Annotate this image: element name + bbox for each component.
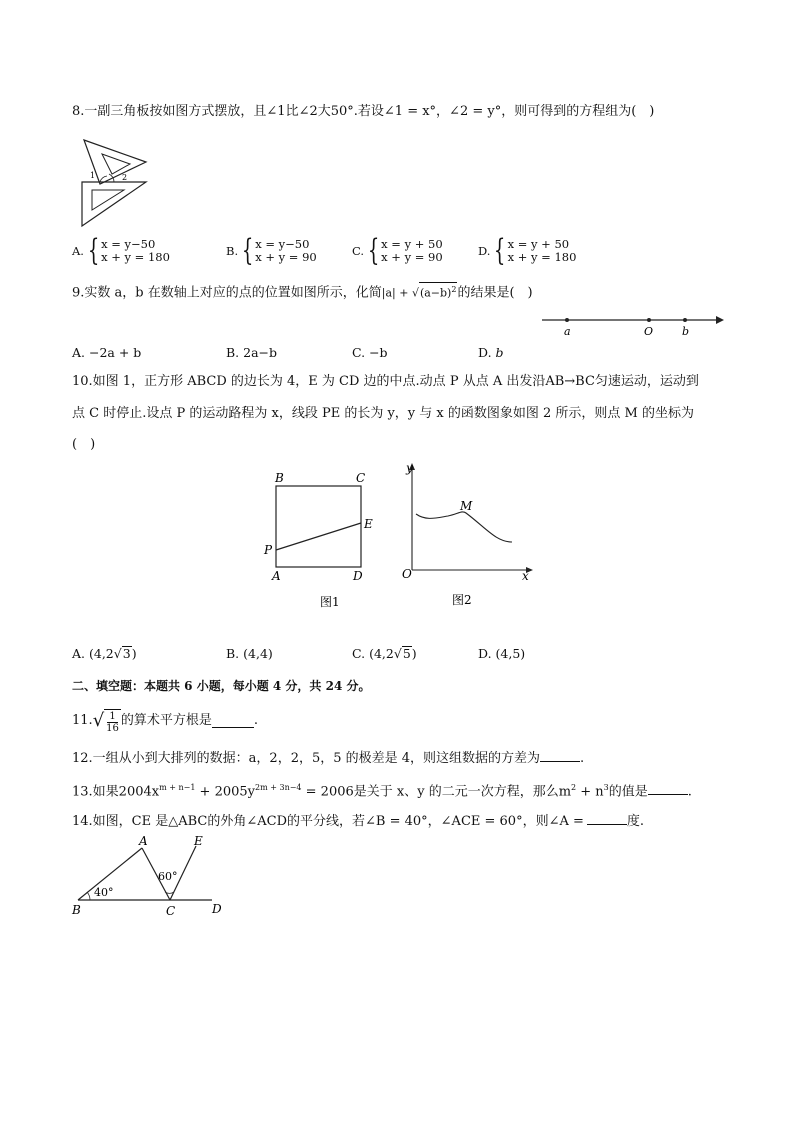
- q10-figure-1: [258, 468, 388, 616]
- sqrt-icon: √: [92, 710, 105, 731]
- vertex-d-label: D: [353, 569, 363, 583]
- vertex-a-label: A: [272, 569, 281, 583]
- answer-blank[interactable]: [540, 749, 580, 762]
- q9-sqrt-expr: [419, 282, 458, 300]
- option-text: −2a + b: [89, 345, 142, 360]
- q10-option-c[interactable]: [352, 646, 417, 661]
- option-label: D.: [478, 244, 491, 258]
- option-label: B.: [226, 244, 239, 258]
- answer-blank[interactable]: [587, 812, 627, 825]
- brace-icon: {: [367, 233, 380, 268]
- angle-c-label: 60°: [158, 870, 178, 883]
- q12: [72, 749, 584, 767]
- q8-triangle-figure: [80, 136, 152, 228]
- point-p-label: P: [264, 543, 273, 557]
- q10-line1: 10.如图 1，正方形 ABCD 的边长为 4，E 为 CD 边的中点.动点 P 从点 A 出发沿AB→BC匀速运动，运动到: [72, 374, 699, 389]
- figure-1-caption: 图1: [320, 595, 340, 609]
- system-line: x + y = 180: [507, 250, 577, 264]
- sqrt-icon: √: [113, 646, 122, 661]
- brace-icon: {: [241, 233, 254, 268]
- q8-option-a[interactable]: [72, 233, 170, 268]
- option-text: −b: [369, 345, 388, 360]
- q9-option-b[interactable]: [226, 345, 277, 360]
- q9-number-line: [540, 310, 725, 340]
- q9-abs-expr: |a| +: [381, 286, 412, 300]
- q9-stem-post: 的结果是( ): [457, 285, 533, 301]
- point-a-label: a: [564, 325, 571, 338]
- option-label: C.: [352, 345, 366, 360]
- option-label: A.: [72, 646, 86, 661]
- option-label: C.: [352, 646, 366, 661]
- q11-end: .: [253, 713, 259, 728]
- q9-option-c[interactable]: [352, 345, 388, 360]
- q10-figure-2: [396, 456, 536, 612]
- q14-figure: [66, 830, 236, 920]
- fraction-numerator: 1: [109, 710, 116, 722]
- sqrt-icon: √: [393, 646, 402, 661]
- origin-label: O: [402, 567, 412, 581]
- system-line: x + y = 180: [101, 250, 170, 264]
- system-line: x = y + 50: [507, 237, 570, 251]
- q13-post2: + n: [576, 784, 604, 800]
- q13-post3: 的值是: [608, 784, 648, 800]
- q11-text: 的算术平方根是: [120, 713, 212, 728]
- q12-text: 12.一组从小到大排列的数据：a，2，2，5，5 的极差是 4，则这组数据的方差为: [72, 751, 541, 766]
- q13-exponent-3: 2: [571, 783, 577, 792]
- option-label: A.: [72, 244, 84, 258]
- q13: [72, 780, 692, 800]
- q13-post: = 2006是关于 x、y 的二元一次方程，那么m: [301, 784, 572, 800]
- q10-option-d[interactable]: [478, 646, 525, 661]
- q9-option-a[interactable]: [72, 345, 141, 360]
- vertex-c-label: C: [356, 471, 366, 485]
- option-label: B.: [226, 345, 240, 360]
- figure-2-caption: 图2: [452, 593, 472, 607]
- system-line: x = y−50: [101, 237, 156, 251]
- q11-fraction: [104, 709, 121, 734]
- q13-pre: 13.如果2004x: [72, 784, 160, 800]
- system-line: x + y = 90: [255, 250, 317, 264]
- option-label: C.: [352, 244, 365, 258]
- q13-exponent-1: m + n−1: [159, 783, 196, 792]
- q8-stem: 8.一副三角板按如图方式摆放，且∠1比∠2大50°.若设∠1 = x°，∠2 = y°，则可得到的方程组为( ): [72, 104, 655, 119]
- q11: [72, 704, 258, 738]
- point-e-label: E: [364, 517, 373, 531]
- system-line: x = y−50: [255, 237, 310, 251]
- q10-line2: 点 C 时停止.设点 P 的运动路程为 x，线段 PE 的长为 y，y 与 x 的函数图象如图 2 所示，则点 M 的坐标为: [72, 406, 694, 421]
- q10-option-b[interactable]: [226, 646, 273, 661]
- fraction-denominator: 16: [106, 722, 119, 734]
- vertex-b-label: B: [72, 903, 81, 917]
- angle-1-label: 1: [90, 171, 96, 180]
- option-label: D.: [478, 646, 492, 661]
- option-text-end: ): [411, 646, 417, 661]
- option-text-end: ): [131, 646, 137, 661]
- q14-end: 度.: [626, 814, 645, 829]
- system-line: x + y = 90: [381, 250, 443, 264]
- vertex-b-label: B: [275, 471, 284, 485]
- vertex-a-label: A: [139, 834, 148, 848]
- answer-blank[interactable]: [212, 715, 254, 728]
- option-text: (4,2: [369, 646, 394, 661]
- vertex-c-label: C: [166, 904, 176, 918]
- option-label: A.: [72, 345, 86, 360]
- point-d-label: D: [212, 902, 222, 916]
- option-text: (4,4): [243, 646, 273, 661]
- q11-number: 11.: [72, 713, 93, 728]
- q12-end: .: [580, 751, 585, 766]
- point-b-label: b: [682, 325, 690, 338]
- q13-exponent-4: 3: [603, 783, 609, 792]
- option-radicand: 5: [402, 646, 411, 661]
- arrow-icon: [716, 316, 724, 324]
- point-m-label: M: [460, 499, 473, 513]
- section-2-heading: 二、填空题：本题共 6 小题，每小题 4 分，共 24 分。: [72, 679, 371, 693]
- origin-label: O: [644, 325, 654, 338]
- answer-blank[interactable]: [648, 782, 688, 795]
- q14: [72, 812, 644, 830]
- q13-end: .: [687, 784, 692, 800]
- q9-option-d[interactable]: [478, 345, 504, 360]
- brace-icon: {: [87, 233, 100, 268]
- q9-sqrt-exp: 2: [451, 285, 457, 294]
- q14-text: 14.如图，CE 是△ABC的外角∠ACD的平分线，若∠B = 40°，∠ACE = 60°，则∠A =: [72, 814, 584, 829]
- angle-b-label: 40°: [94, 886, 114, 899]
- sqrt-icon: √: [411, 286, 419, 300]
- q8-option-d[interactable]: [478, 233, 577, 268]
- option-label: B.: [226, 646, 240, 661]
- brace-icon: {: [494, 233, 506, 268]
- q8-option-c[interactable]: [352, 233, 443, 268]
- q13-exponent-2: 2m + 3n−4: [255, 783, 302, 792]
- q9-stem-pre: 9.实数 a，b 在数轴上对应的点的位置如图所示，化简: [72, 285, 382, 301]
- x-axis-label: x: [522, 569, 529, 583]
- option-label: D.: [478, 345, 492, 360]
- q10-option-a[interactable]: [72, 646, 137, 661]
- option-text: b: [495, 345, 504, 360]
- y-axis-label: y: [406, 461, 413, 475]
- q9-stem: [72, 282, 533, 302]
- angle-2-label: 2: [122, 173, 128, 182]
- option-text: 2a−b: [243, 345, 278, 360]
- option-text: (4,5): [495, 646, 526, 661]
- option-radicand: 3: [122, 646, 131, 661]
- q13-mid: + 2005y: [195, 784, 256, 800]
- point-e-label: E: [194, 834, 203, 848]
- system-line: x = y + 50: [381, 237, 443, 251]
- q10-line3: ( ): [72, 437, 96, 452]
- q8-option-b[interactable]: [226, 233, 317, 268]
- option-text: (4,2: [89, 646, 114, 661]
- q9-sqrt-body: (a−b): [419, 286, 452, 300]
